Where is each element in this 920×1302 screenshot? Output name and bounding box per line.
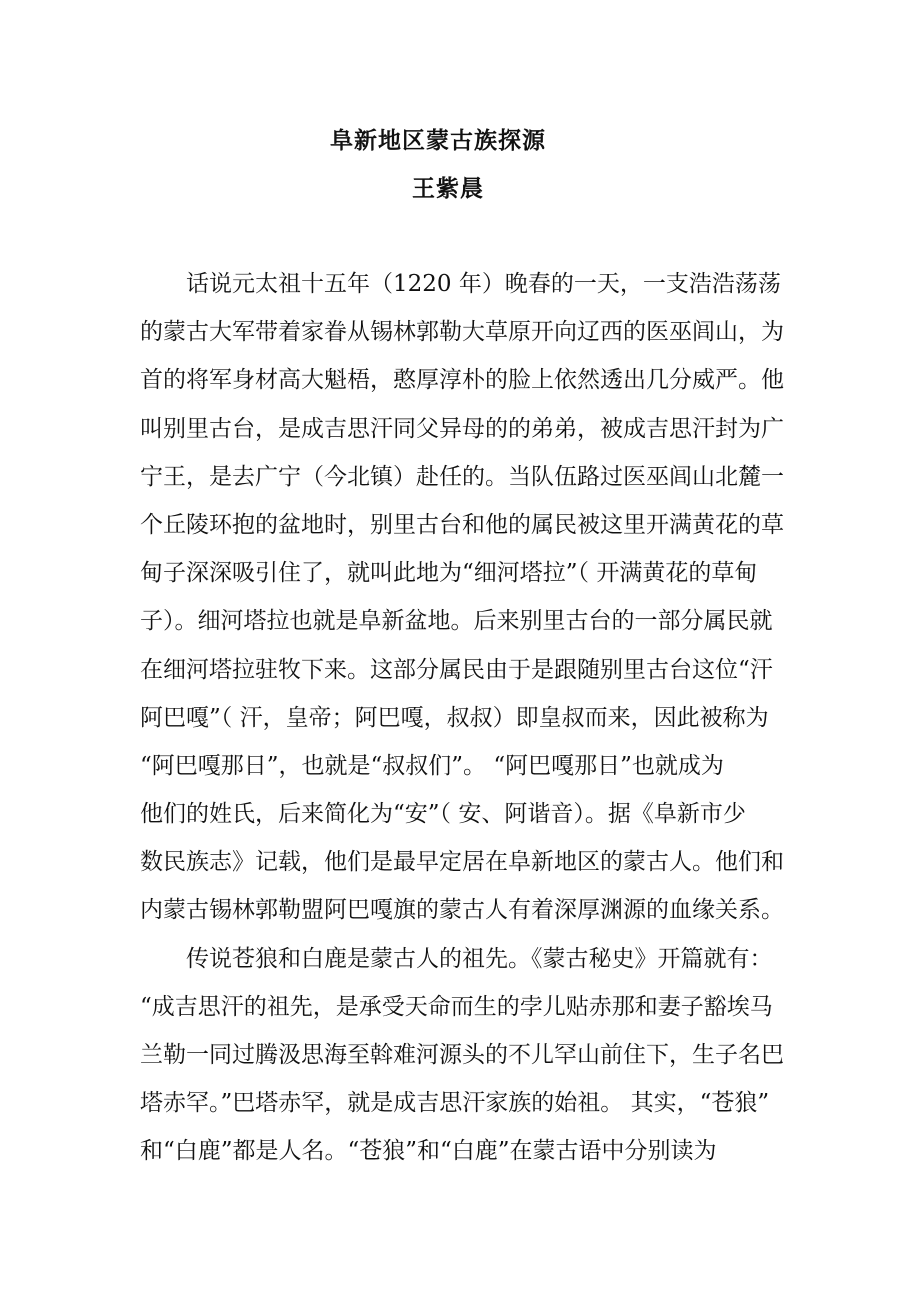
- body-line: 在细河塔拉驻牧下来。这部分属民由于是跟随别里古台这位“汗: [140, 656, 773, 683]
- body-line: 话说元太祖十五年（1220 年）晚春的一天，一支浩浩荡荡: [186, 271, 781, 297]
- body-line: 内蒙古锡林郭勒盟阿巴嘎旗的蒙古人有着深厚渊源的血缘关系。: [140, 897, 784, 924]
- body-line: 首的将军身材高大魁梧，憨厚淳朴的脸上依然透出几分威严。他: [140, 367, 784, 394]
- body-line: “成吉思汗的祖先，是承受天命而生的孛儿贴赤那和妻子豁埃马: [140, 993, 773, 1020]
- document-body: [140, 260, 790, 1176]
- body-line: “阿巴嘎那日”，也就是“叔叔们”。 “阿巴嘎那日”也就成为: [140, 752, 724, 779]
- document-title: 阜新地区蒙古族探源: [330, 128, 546, 154]
- body-line: 数民族志》记载，他们是最早定居在阜新地区的蒙古人。他们和: [140, 849, 784, 876]
- body-line: 的蒙古大军带着家眷从锡林郭勒大草原开向辽西的医巫闾山，为: [140, 319, 784, 346]
- body-line: 他们的姓氏，后来简化为“安”（ 安、阿谐音）。据《阜新市少: [140, 801, 746, 828]
- body-line: 兰勒一同过腾汲思海至斡难河源头的不儿罕山前住下，生子名巴: [140, 1042, 784, 1068]
- body-line: 和“白鹿”都是人名。“苍狼”和“白鹿”在蒙古语中分别读为: [140, 1138, 717, 1165]
- body-line: 宁王，是去广宁（今北镇）赴任的。当队伍路过医巫闾山北麓一: [140, 463, 784, 490]
- body-line: 个丘陵环抱的盆地时，别里古台和他的属民被这里开满黄花的草: [140, 511, 784, 538]
- body-line: 阿巴嘎”（ 汗，皇帝；阿巴嘎，叔叔）即皇叔而来，因此被称为: [140, 704, 769, 731]
- body-line: 塔赤罕。”巴塔赤罕，就是成吉思汗家族的始祖。 其实，“苍狼”: [140, 1090, 770, 1117]
- body-line: 传说苍狼和白鹿是蒙古人的祖先。《蒙古秘史》开篇就有：: [186, 945, 773, 972]
- document-author: 王紫晨: [412, 176, 484, 202]
- body-line: 子）。细河塔拉也就是阜新盆地。后来别里古台的一部分属民就: [140, 608, 773, 635]
- body-line: 叫别里古台，是成吉思汗同父异母的的弟弟，被成吉思汗封为广: [140, 415, 784, 442]
- body-line: 甸子深深吸引住了，就叫此地为“细河塔拉”（ 开满黄花的草甸: [140, 560, 758, 587]
